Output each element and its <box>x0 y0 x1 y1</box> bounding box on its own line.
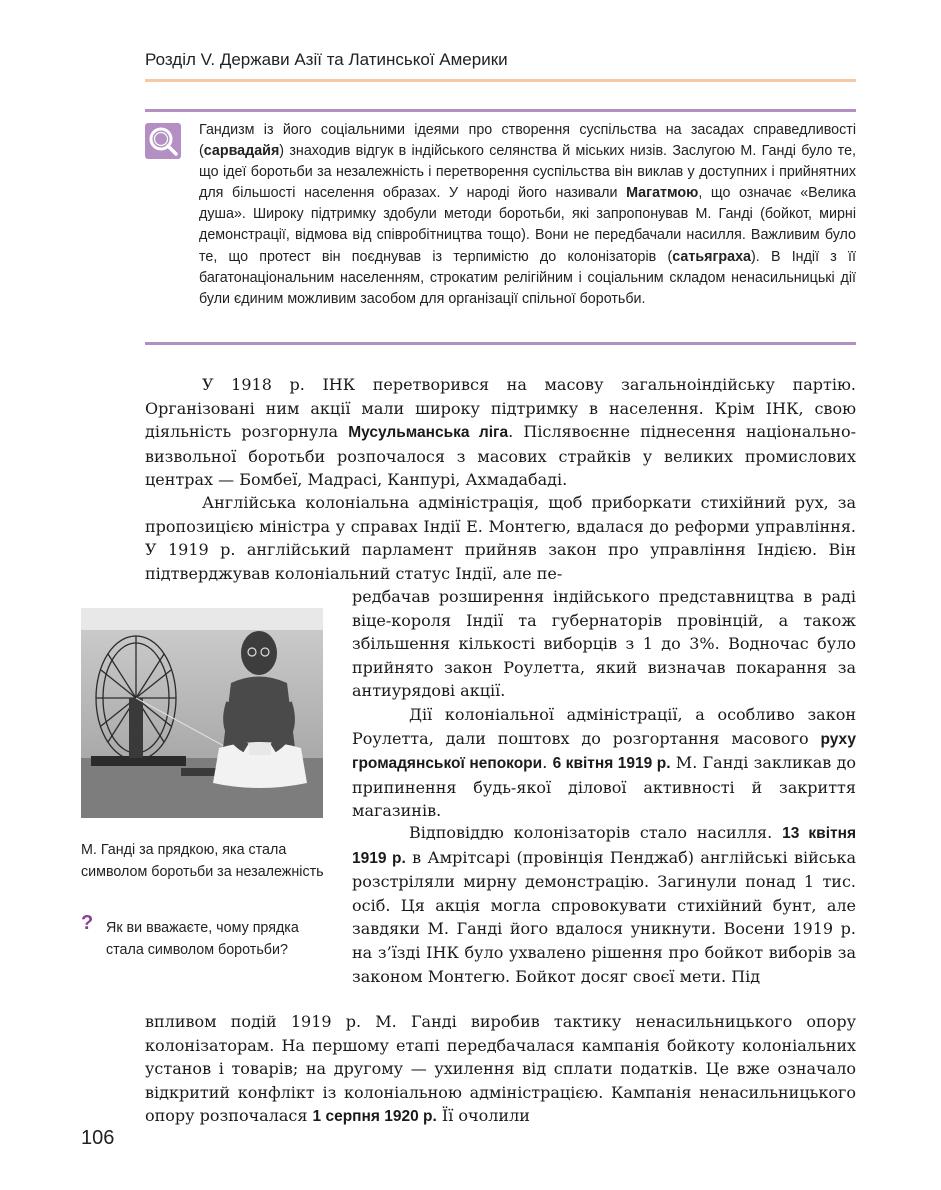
question-mark-icon: ? <box>81 912 94 934</box>
box-top-rule <box>145 109 856 112</box>
paragraph-4: Відповіддю колонізаторів стало насилля. 13 квітня 1919 р. в Амрітсарі (провінція Пенджаб) англійські війська розстріляли мирну демонстрацію. Загинули понад 1 тис. осіб. Ця акція могла спровокувати стихійний бунт, але завдяки М. Ганді його вдалося уникнути. Восени 1919 р. на з’їзді ІНК було ухвалено рішення про бойкот виборів за законом Монтегю. Бойкот досяг своєї мети. Під <box>352 823 856 986</box>
running-title: Розділ V. Держави Азії та Латинської Америки <box>145 50 508 69</box>
gandhi-spinning-wheel-photo <box>81 608 323 818</box>
date-1-august-1920: 1 серпня 1920 р. <box>312 1108 437 1126</box>
box-bottom-rule <box>145 342 856 345</box>
term-satyagraha: сатьяграха <box>672 248 752 265</box>
term-sarvadaya: сарвадайя <box>203 143 280 160</box>
photo-caption: М. Ганді за прядкою, яка стала символом боротьби за незалежність <box>81 842 324 880</box>
paragraph-4-continued: впливом подій 1919 р. М. Ганді виробив тактику ненасильницького опору колонізаторам. На першому етапі передбачалася кампанія бойкоту колоніальних установ і товарів; на другому — ухилення від сплати податків. Це вже означало відкритий конфлікт із колоніальною адміністрацією. Кампанія ненасильницького опору розпочалася 1 серпня 1920 р. Її очолили <box>145 1012 856 1126</box>
paragraph-2-continued: редбачав розширення індійського представництва в раді віце-короля Індії та губернаторів провінцій, а також збільшення кількості виборців з 1 до 3%. Водночас було прийнято закон Роулетта, який визначав покарання за антиурядові акції. <box>352 587 856 701</box>
paragraph-3: Дії колоніальної адміністрації, а особливо закон Роулетта, дали поштовх до розгортання масового руху громадянської непокори. 6 квітня 1919 р. М. Ганді закликав до припинення будь-якої ділової активності й закриття магазинів. <box>352 705 857 821</box>
term-civil-disobedience: руху громадянської непокори <box>352 730 856 773</box>
info-box-text: Гандизм із його соціальними ідеями про створення суспільства на засадах справедливості (сарвадайя) знаходив відгук в індійського селянства й міських низів. Заслугою М. Ганді було те, що ідеї боротьби за незалежність і перетворення суспільства він виклав у доступних і прийнятних для більшості населення образах. У народі його називали Магатмою, що означає «Велика душа». Широку підтримку здобули методи боротьби, які запропонував М. Ганді (бойкот, мирні демонстрації, відмова від співробітництва тощо). Вони не передбачали насилля. Важливим було те, що протест він поєднував із терпимістю до колонізаторів (сатьяграха). В Індії з її багатонаціональним населенням, строкатим релігійним і соціальним складом ненасильницькі дії були єдиним можливим засобом для організації спільної боротьби. <box>199 122 857 307</box>
paragraph-2: Англійська колоніальна адміністрація, щоб приборкати стихійний рух, за пропозицією міністра у справах Індії Е. Монтегю, вдалася до реформи управління. У 1919 р. англійський парламент прийняв закон про управління Індією. Він підтверджував колоніальний статус Індії, але пе- <box>145 493 856 583</box>
term-muslim-league: Мусульманська ліга <box>348 424 509 442</box>
header-rule <box>145 79 856 82</box>
term-mahatma: Магатмою <box>626 185 699 202</box>
discussion-question: Як ви вважаєте, чому прядка стала символом боротьби? <box>106 920 299 958</box>
date-6-april-1919: 6 квітня 1919 р. <box>552 755 671 773</box>
page-number: 106 <box>81 1127 115 1149</box>
date-13-april-1919: 13 квітня 1919 р. <box>352 825 856 867</box>
paragraph-1: У 1918 р. ІНК перетворився на масову загальноіндійську партію. Організовані ним акції мали широку підтримку в населення. Крім ІНК, свою діяльність розгорнула Мусульманська ліга. Післявоєнне піднесення національно-визвольної боротьби розпочалося з масових страйків у великих промислових центрах — Бомбеї, Мадрасі, Канпурі, Ахмадабаді. <box>145 375 856 490</box>
magnifier-icon <box>145 123 181 159</box>
